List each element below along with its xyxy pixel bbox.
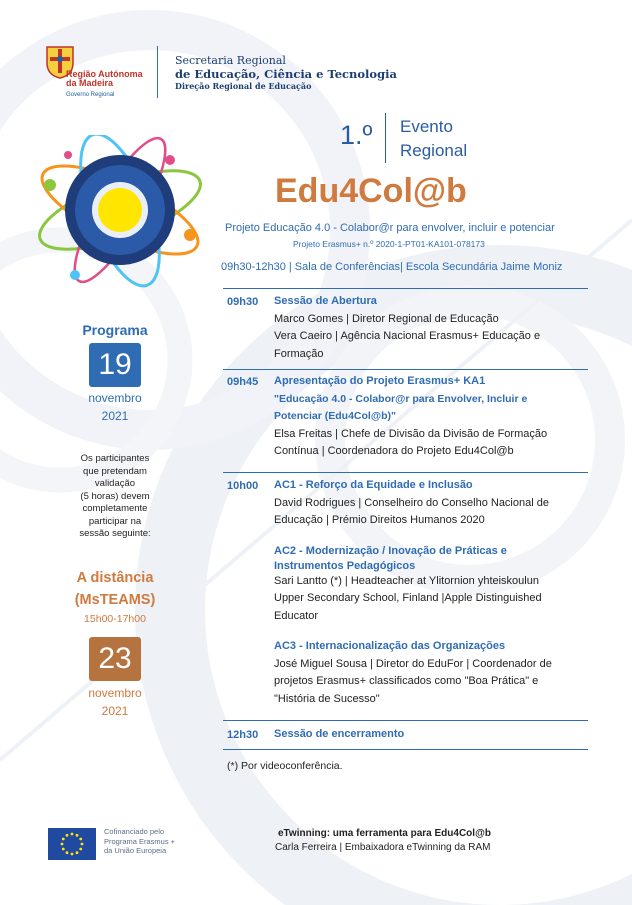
row-content <box>274 726 584 744</box>
session-title: Sessão de encerramento <box>274 728 405 740</box>
schedule-row <box>223 369 588 470</box>
row-time: 10h00 <box>227 480 259 492</box>
footnote: (*) Por videoconferência. <box>227 760 343 772</box>
etwinning-title: eTwinning: uma ferramenta para Edu4Col@b <box>278 828 491 839</box>
region-line2: da Madeira <box>66 78 114 88</box>
note-line: participar na <box>88 515 142 527</box>
row-content <box>274 373 584 461</box>
event-label <box>400 115 490 163</box>
secretaria-line1: Secretaria Regional <box>175 54 286 67</box>
year-1: 2021 <box>101 409 129 423</box>
note-line: completamente <box>82 503 148 514</box>
speaker-line: Sari Lantto (*) | Headteacher at Ylitornion yhteiskoulun <box>274 574 539 587</box>
session-subtitle: Potenciar (Edu4Col@b)" <box>274 410 396 422</box>
event-number: 1.º <box>340 120 373 150</box>
speaker-line: Educação | Prémio Direitos Humanos 2020 <box>274 514 485 526</box>
month-2: novembro <box>88 686 142 700</box>
secretaria-line2: de Educação, Ciência e Tecnologia <box>175 67 397 81</box>
atom-illustration <box>30 135 210 295</box>
row-content <box>274 293 584 363</box>
schedule <box>223 288 588 758</box>
speaker-line: Marco Gomes | Diretor Regional de Educação <box>274 312 499 325</box>
speaker-line: José Miguel Sousa | Diretor do EduFor | Coordenador de <box>274 657 552 670</box>
validation-note <box>60 453 170 541</box>
spacer <box>274 530 584 543</box>
etwinning-ambassador: Carla Ferreira | Embaixadora eTwinning da RAM <box>275 842 491 853</box>
row-time: 09h30 <box>227 296 259 308</box>
date-box-23: 23 <box>89 637 141 681</box>
event-venue: 09h30-12h30 | Sala de Conferências| Escola Secundária Jaime Moniz <box>221 261 563 273</box>
event-word2: Regional <box>400 141 468 160</box>
speaker-line: Vera Caeiro | Agência Nacional Erasmus+ Educação e <box>274 330 541 342</box>
event-title: Edu4Col@b <box>275 172 467 210</box>
distance-line1: A distância <box>76 570 154 586</box>
note-line: (5 horas) devem <box>80 490 150 502</box>
year-2: 2021 <box>101 704 129 718</box>
speaker-line: Upper Secondary School, Finland |Apple Distinguished <box>274 592 542 604</box>
speaker-line: Elsa Freitas | Chefe de Divisão da Divisão de Formação <box>274 427 548 440</box>
secretaria-line3: Direção Regional de Educação <box>175 81 312 91</box>
schedule-row <box>223 720 588 750</box>
speaker-line: Educator <box>274 609 319 622</box>
region-subtitle: Governo Regional <box>66 92 115 98</box>
event-subtitle: Projeto Educação 4.0 - Colabor@r para envolver, incluir e potenciar <box>225 222 555 234</box>
session-title: Instrumentos Pedagógicos <box>274 560 416 572</box>
speaker-line: Contínua | Coordenadora do Projeto Edu4Col@b <box>274 445 514 457</box>
spacer <box>274 625 584 638</box>
note-line: que pretendam <box>83 465 147 477</box>
month-1: novembro <box>88 391 142 405</box>
schedule-row <box>223 472 588 723</box>
note-line: validação <box>94 478 136 489</box>
note-line: sessão seguinte: <box>79 528 151 539</box>
header-divider <box>157 46 158 98</box>
eu-line: da União Europeia <box>104 846 167 855</box>
session-title: AC3 - Internacionalização das Organizações <box>274 640 506 652</box>
speaker-line: projetos Erasmus+ classificados como "Boa Prática" e <box>274 675 539 687</box>
session-title: AC1 - Reforço da Equidade e Inclusão <box>274 479 473 491</box>
speaker-line: "História de Sucesso" <box>274 692 380 705</box>
row-time: 09h45 <box>227 376 259 388</box>
note-line: Os participantes <box>80 453 150 464</box>
distance-time: 15h00-17h00 <box>84 613 146 625</box>
distance-label <box>60 567 170 611</box>
eu-flag-icon <box>48 828 96 860</box>
schedule-row <box>223 288 588 369</box>
session-subtitle: "Educação 4.0 - Colabor@r para Envolver, Incluir e <box>274 392 528 405</box>
distance-line2: (MsTEAMS) <box>74 592 156 608</box>
session-title: Apresentação do Projeto Erasmus+ KA1 <box>274 375 486 387</box>
eu-cofinanced-text <box>104 827 175 856</box>
region-name <box>66 70 143 88</box>
event-divider <box>385 113 386 163</box>
session-title: Sessão de Abertura <box>274 295 377 307</box>
speaker-line: Formação <box>274 347 324 360</box>
region-line1: Região Autónoma <box>66 69 143 79</box>
row-content <box>274 477 584 708</box>
programa-label: Programa <box>82 322 148 338</box>
date-box-19: 19 <box>89 343 141 387</box>
event-word1: Evento <box>400 117 453 136</box>
session-title: AC2 - Modernização / Inovação de Práticas e <box>274 544 507 557</box>
row-time: 12h30 <box>227 729 259 741</box>
erasmus-project-number: Projeto Erasmus+ n.º 2020-1-PT01-KA101-078173 <box>293 239 485 249</box>
speaker-line: David Rodrigues | Conselheiro do Conselho Nacional de <box>274 496 549 509</box>
eu-line: Programa Erasmus + <box>104 836 176 846</box>
eu-line: Cofinanciado pelo <box>104 827 165 836</box>
